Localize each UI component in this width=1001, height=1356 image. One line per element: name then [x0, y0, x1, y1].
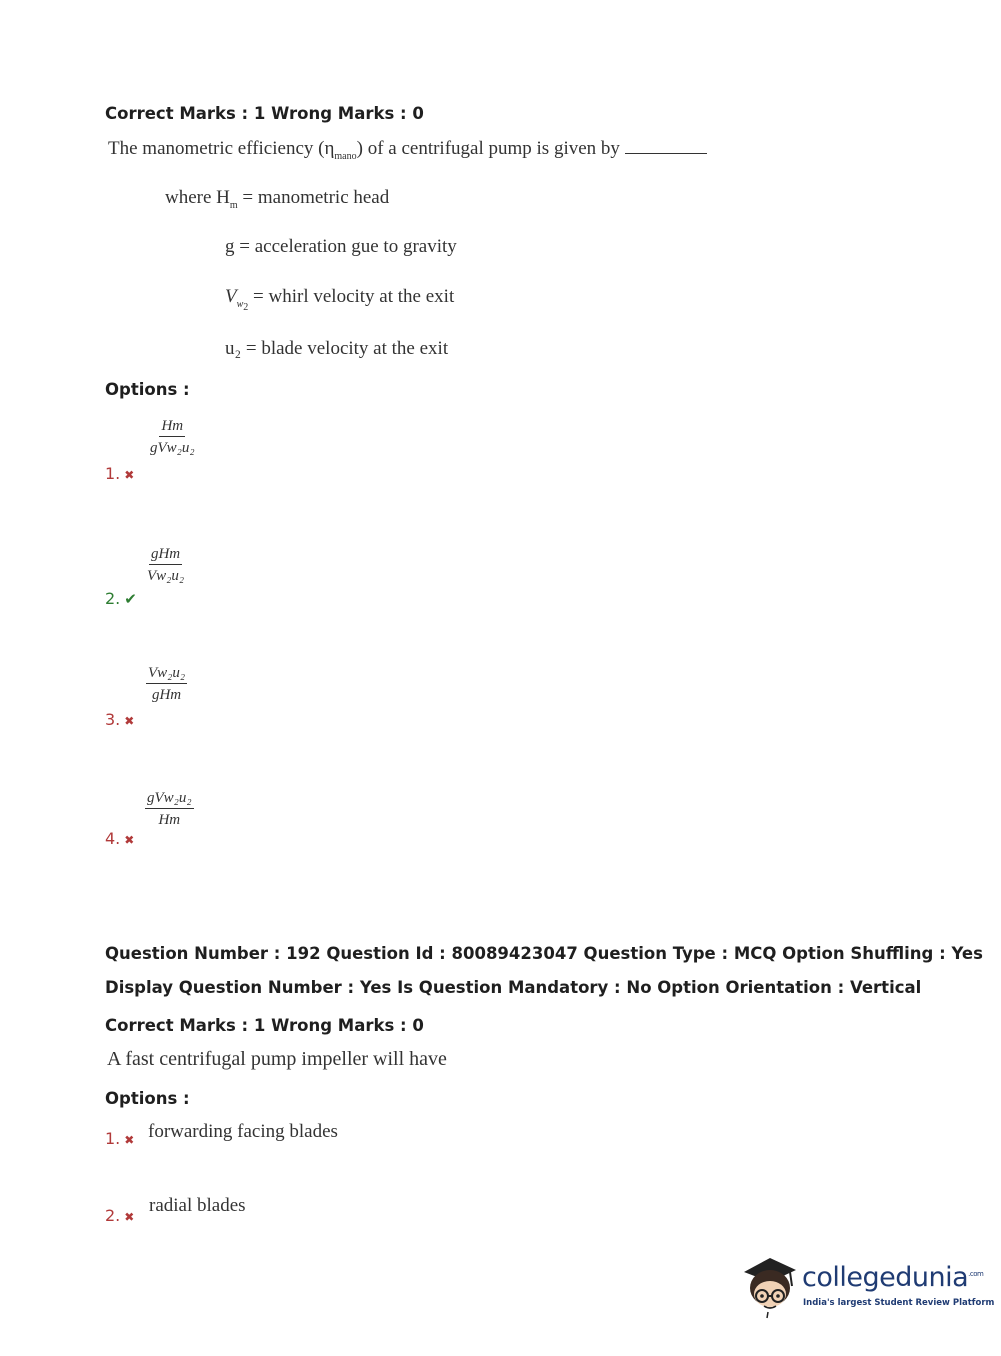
- q2-options-label: Options :: [105, 1089, 190, 1108]
- q2-stem: A fast centrifugal pump impeller will have: [107, 1048, 447, 1070]
- q2-meta-line-1: Question Number : 192 Question Id : 80089423047 Question Type : MCQ Option Shuffling : Yes: [105, 944, 983, 963]
- q1-option-3-formula: [146, 664, 187, 704]
- logo-tagline: India's largest Student Review Platform: [803, 1298, 995, 1308]
- q2-marks-line: Correct Marks : 1 Wrong Marks : 0: [105, 1016, 424, 1035]
- denominator: Hm: [158, 812, 181, 828]
- denominator: gVw₂u₂: [150, 440, 195, 456]
- q1-where-line: where $H_m$ = manometric head: [165, 187, 390, 211]
- q1-option-1[interactable]: 1. ✖: [105, 464, 135, 483]
- wrong-icon: ✖: [124, 1210, 135, 1224]
- q2-option-1[interactable]: 1. ✖: [105, 1129, 135, 1148]
- q1-def-g: g = acceleration gue to gravity: [225, 236, 457, 257]
- numerator: gVw₂u₂: [145, 789, 194, 809]
- q1-options-label: Options :: [105, 380, 190, 399]
- denominator: gHm: [151, 687, 182, 703]
- q1-def-vw: $V_{w_2}$ = whirl velocity at the exit: [225, 286, 455, 313]
- wrong-icon: ✖: [124, 468, 135, 482]
- q1-stem: The manometric efficiency $(\eta_{mano})$ of a centrifugal pump is given by: [108, 138, 707, 162]
- answer-blank: [625, 139, 707, 154]
- wrong-icon: ✖: [124, 833, 135, 847]
- q1-option-4[interactable]: 4. ✖: [105, 829, 135, 848]
- q1-option-1-formula: [148, 417, 197, 457]
- q1-option-4-formula: [145, 789, 194, 829]
- wrong-icon: ✖: [124, 714, 135, 728]
- wrong-icon: ✖: [124, 1133, 135, 1147]
- denominator: Vw₂u₂: [147, 568, 185, 584]
- numerator: Hm: [159, 417, 185, 437]
- q2-option-2[interactable]: 2. ✖: [105, 1206, 135, 1225]
- logo-wordmark: collegedunia$^{.com}$: [802, 1262, 984, 1293]
- q2-option-1-text: forwarding facing blades: [148, 1121, 338, 1142]
- q1-marks-line: Correct Marks : 1 Wrong Marks : 0: [105, 104, 424, 123]
- numerator: Vw₂u₂: [146, 664, 187, 684]
- mascot-icon: [740, 1250, 800, 1320]
- numerator: gHm: [149, 545, 182, 565]
- q2-meta-line-2: Display Question Number : Yes Is Question Mandatory : No Option Orientation : Vertical: [105, 978, 922, 997]
- q1-option-2-formula: [145, 545, 186, 585]
- q2-option-2-text: radial blades: [149, 1195, 246, 1216]
- q1-def-u: u₂ = blade velocity at the exit: [225, 338, 449, 359]
- check-icon: ✔: [124, 590, 137, 608]
- q1-option-3[interactable]: 3. ✖: [105, 710, 135, 729]
- q1-option-2[interactable]: 2. ✔: [105, 589, 137, 608]
